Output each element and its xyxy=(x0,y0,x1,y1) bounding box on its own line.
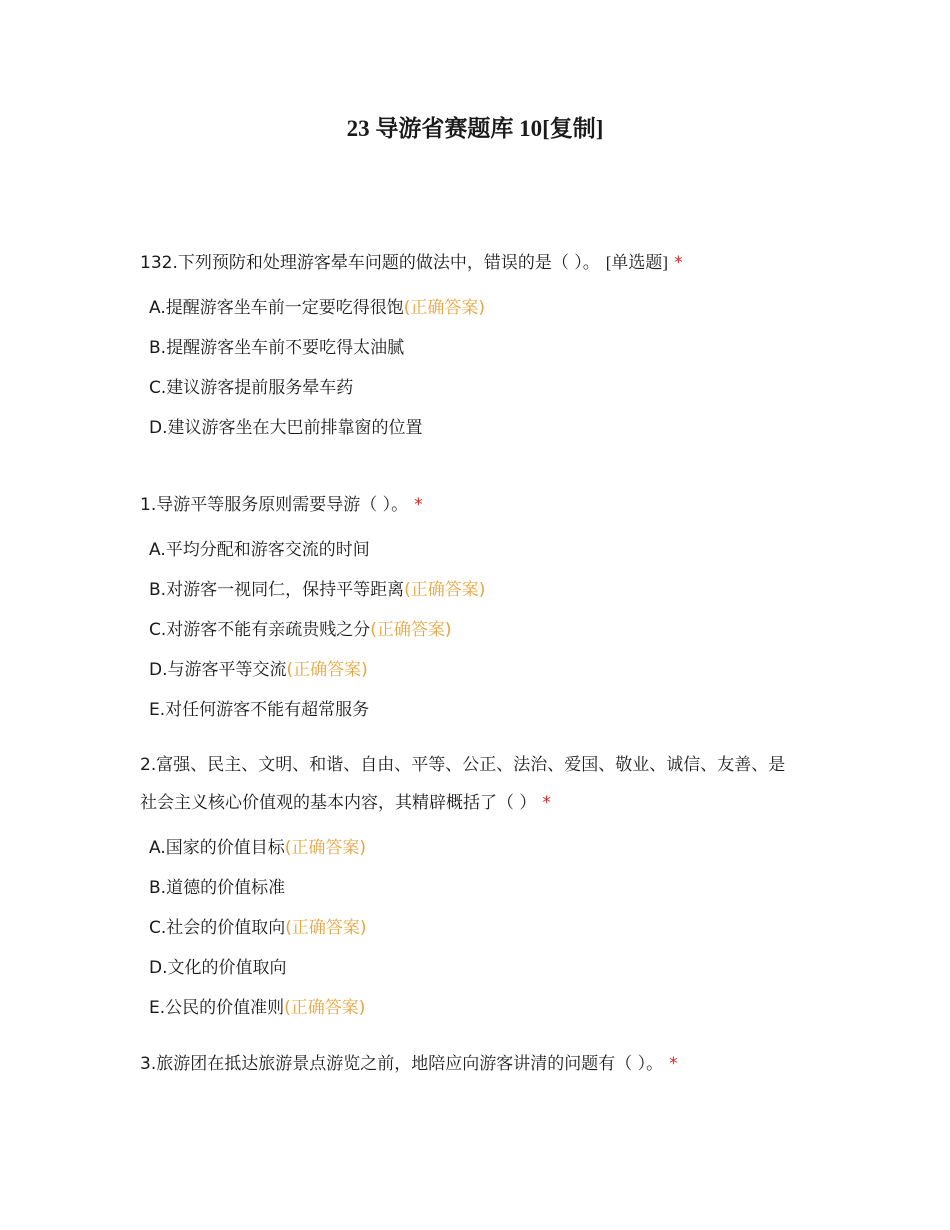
question-text xyxy=(140,244,800,282)
correct-answer-mark: (正确答案) xyxy=(370,620,452,640)
option-item xyxy=(149,570,800,610)
correct-answer-mark: (正确答案) xyxy=(284,998,366,1018)
correct-answer-mark: (正确答案) xyxy=(403,298,485,318)
option-item xyxy=(149,908,800,948)
question-block xyxy=(140,244,800,448)
option-label: A.提醒游客坐车前一定要吃得很饱 xyxy=(149,298,404,318)
option-item xyxy=(149,408,800,448)
option-label: C.建议游客提前服务晕车药 xyxy=(149,378,354,398)
question-stem: 1.导游平等服务原则需要导游（ ）。 xyxy=(140,495,409,515)
option-item xyxy=(149,828,800,868)
option-item xyxy=(149,948,800,988)
option-item xyxy=(149,328,800,368)
question-block xyxy=(140,486,800,730)
correct-answer-mark: (正确答案) xyxy=(284,838,366,858)
required-marker: * xyxy=(674,253,683,273)
correct-answer-mark: (正确答案) xyxy=(286,660,368,680)
option-label: A.平均分配和游客交流的时间 xyxy=(149,540,370,560)
question-text xyxy=(140,1045,800,1083)
question-stem: 3.旅游团在抵达旅游景点游览之前，地陪应向游客讲清的问题有（ ）。 xyxy=(140,1054,664,1074)
option-item xyxy=(149,610,800,650)
page-title: 23 导游省赛题库 10[复制] xyxy=(346,116,604,141)
option-label: E.公民的价值准则 xyxy=(149,998,285,1018)
option-item xyxy=(149,650,800,690)
question-stem: 132.下列预防和处理游客晕车问题的做法中，错误的是（ ）。 xyxy=(140,253,600,273)
option-item xyxy=(149,530,800,570)
option-item xyxy=(149,868,800,908)
correct-answer-mark: (正确答案) xyxy=(404,580,486,600)
question-block xyxy=(140,1045,800,1083)
option-item xyxy=(149,288,800,328)
option-label: B.对游客一视同仁，保持平等距离 xyxy=(149,580,405,600)
option-label: D.建议游客坐在大巴前排靠窗的位置 xyxy=(149,418,423,438)
option-item xyxy=(149,988,800,1028)
option-label: B.道德的价值标准 xyxy=(149,878,286,898)
required-marker: * xyxy=(542,793,551,813)
option-label: C.对游客不能有亲疏贵贱之分 xyxy=(149,620,371,640)
required-marker: * xyxy=(669,1054,678,1074)
question-text xyxy=(140,486,800,524)
option-label: C.社会的价值取向 xyxy=(149,918,286,938)
option-label: D.文化的价值取向 xyxy=(149,958,287,978)
question-type-tag: [单选题] xyxy=(605,253,669,272)
question-block xyxy=(140,746,800,1028)
option-label: D.与游客平等交流 xyxy=(149,660,287,680)
option-item xyxy=(149,690,800,730)
option-label: E.对任何游客不能有超常服务 xyxy=(149,700,370,720)
question-stem: 2.富强、民主、文明、和谐、自由、平等、公正、法治、爱国、敬业、诚信、友善、是社会主义核心价值观的基本内容，其精辟概括了（ ） xyxy=(140,755,786,813)
question-text xyxy=(140,746,800,822)
option-label: B.提醒游客坐车前不要吃得太油腻 xyxy=(149,338,405,358)
required-marker: * xyxy=(414,495,423,515)
correct-answer-mark: (正确答案) xyxy=(285,918,367,938)
option-item xyxy=(149,368,800,408)
option-label: A.国家的价值目标 xyxy=(149,838,285,858)
